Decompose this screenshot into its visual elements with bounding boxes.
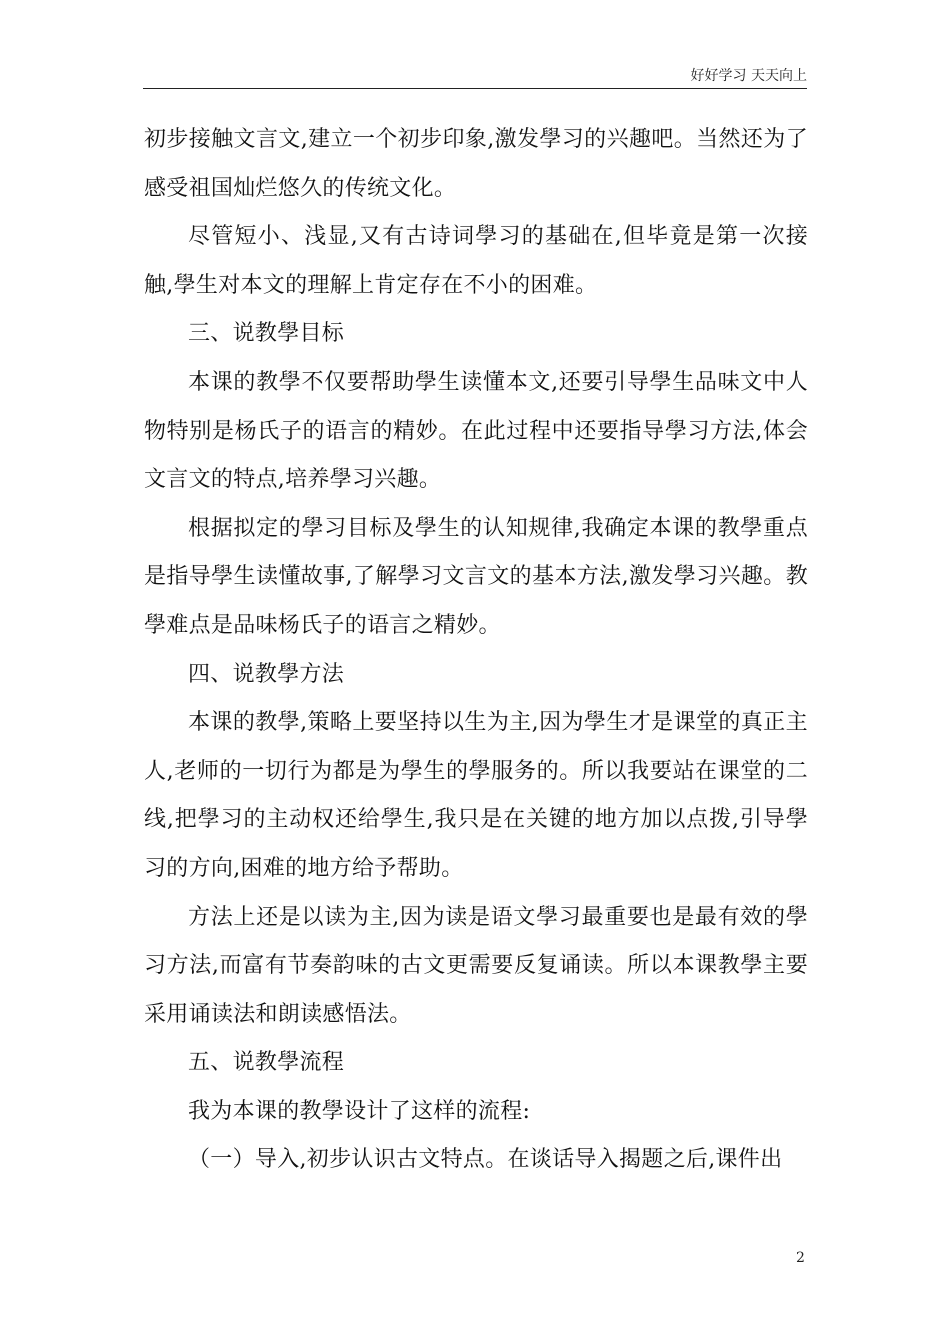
page-number: 2 [796, 1250, 805, 1266]
section-heading-teaching-process: 五、说教學流程 [188, 1050, 345, 1076]
paragraph-difficulty: 尽管短小、浅显,又有古诗词學习的基础在,但毕竟是第一次接触,學生对本文的理解上肯定存在不小的困难。 [144, 224, 808, 298]
paragraph-goals: 本课的教學不仅要帮助學生读懂本文,还要引导學生品味文中人物特别是杨氏子的语言的精妙。在此过程中还要指导學习方法,体会文言文的特点,培养學习兴趣。 [144, 369, 808, 493]
document-body [144, 116, 808, 1185]
paragraph-continuation: 初步接触文言文,建立一个初步印象,激发學习的兴趣吧。当然还为了感受祖国灿烂悠久的传统文化。 [144, 127, 808, 201]
paragraph-method: 方法上还是以读为主,因为读是语文學习最重要也是最有效的學习方法,而富有节奏韵味的古文更需要反复诵读。所以本课教學主要采用诵读法和朗读感悟法。 [144, 904, 808, 1027]
paragraph-key-points: 根据拟定的學习目标及學生的认知规律,我确定本课的教學重点是指导學生读懂故事,了解學习文言文的基本方法,激发學习兴趣。教學难点是品味杨氏子的语言之精妙。 [144, 515, 808, 638]
paragraph-process-intro: 我为本课的教學设计了这样的流程: [188, 1098, 531, 1124]
paragraph-strategy: 本课的教學,策略上要坚持以生为主,因为學生才是课堂的真正主人,老师的一切行为都是为學生的學服务的。所以我要站在课堂的二线,把學习的主动权还给學生,我只是在关键的地方加以点拨,引导學习的方向,困难的地方给予帮助。 [144, 710, 808, 881]
header-rule [143, 88, 807, 89]
page-header: 好好学习 天天向上 [690, 68, 807, 84]
paragraph-step-one: （一）导入,初步认识古文特点。在谈话导入揭题之后,课件出 [188, 1147, 783, 1173]
section-heading-teaching-goals: 三、说教學目标 [188, 321, 345, 347]
section-heading-teaching-methods: 四、说教學方法 [188, 661, 345, 687]
